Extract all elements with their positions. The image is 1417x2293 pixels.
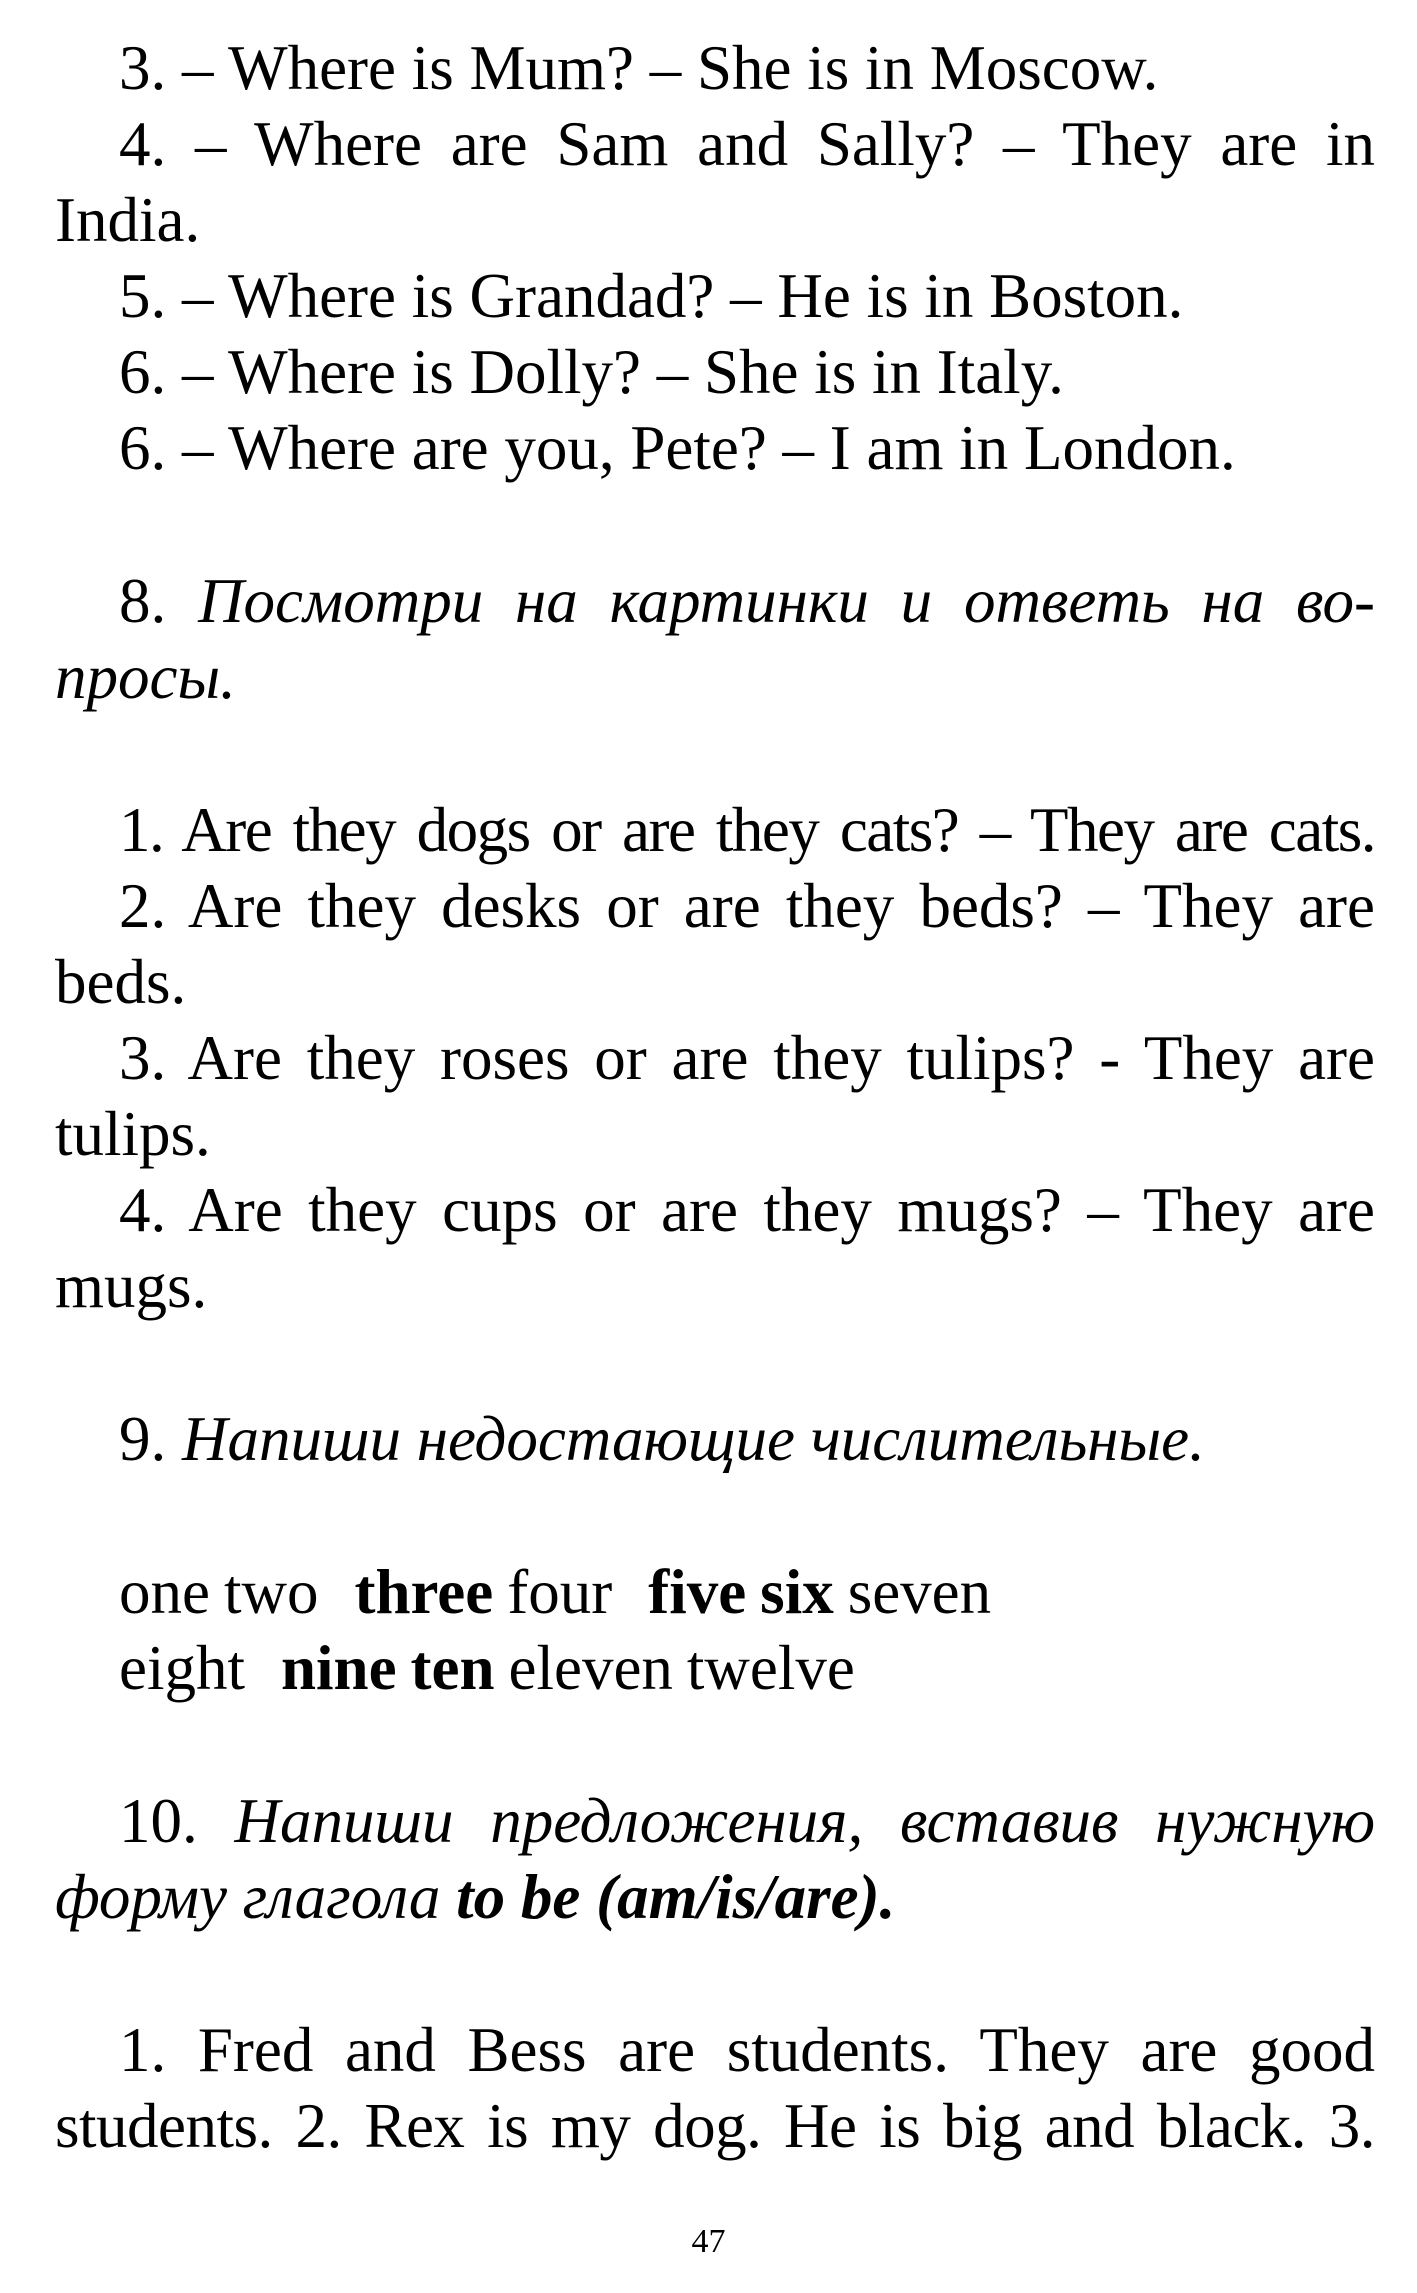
numerals-row: [55, 1554, 1375, 1630]
answer-line: 2. Are they desks or are they beds? – They are: [119, 871, 1375, 941]
task-number: 8.: [119, 566, 167, 636]
task-instruction: [55, 1783, 1375, 1859]
answer-line: 3. – Where is Mum? – She is in Moscow.: [119, 33, 1159, 103]
task-8-heading: [55, 563, 1375, 715]
task-8-answers: [55, 792, 1375, 1324]
answer-line: 4. Are they cups or are they mugs? – They are: [119, 1175, 1375, 1245]
numeral-word-filled: three: [354, 1557, 494, 1627]
task-instruction-text: Посмотри на картинки и ответь на во-: [198, 566, 1375, 636]
numeral-word: two: [223, 1557, 319, 1627]
answer-line: 6. – Where is Dolly? – She is in Italy.: [119, 337, 1064, 407]
answer-line: 1. Are they dogs or are they cats? – They are cats.: [119, 795, 1375, 865]
answer-line: 3. Are they roses or are they tulips? - They are: [119, 1023, 1375, 1093]
numeral-word: seven: [847, 1557, 992, 1627]
continuation-answers: [55, 30, 1375, 486]
numeral-word: eight: [119, 1633, 245, 1703]
task-number: 10.: [119, 1786, 198, 1856]
task-instruction-bold: to be (am/is/are).: [456, 1862, 896, 1932]
numeral-word-filled: ten: [410, 1633, 495, 1703]
task-9-heading: [55, 1401, 1375, 1477]
task-instruction-text: Напиши недостающие числительные.: [182, 1404, 1205, 1474]
page-number: 47: [691, 2223, 726, 2260]
numeral-word: one: [119, 1557, 210, 1627]
numeral-word: eleven: [508, 1633, 673, 1703]
task-instruction: [55, 1859, 1375, 1935]
answer-line: tulips.: [55, 1099, 211, 1169]
answer-line: 6. – Where are you, Pete? – I am in London.: [119, 413, 1236, 483]
page-content: [55, 30, 1375, 2164]
task-instruction-text: просы.: [55, 642, 236, 712]
task-10-answers: [55, 2012, 1375, 2164]
answer-line: 5. – Where is Grandad? – He is in Boston.: [119, 261, 1184, 331]
answer-line: India.: [55, 185, 201, 255]
answer-line: 1. Fred and Bess are students. They are good: [119, 2015, 1375, 2085]
numerals-row: [55, 1630, 1375, 1706]
numeral-word-filled: six: [760, 1557, 834, 1627]
task-instruction-text: форму глагола: [55, 1862, 441, 1932]
task-9-numerals: [55, 1554, 1375, 1706]
answer-line: beds.: [55, 947, 187, 1017]
task-10-heading: [55, 1783, 1375, 1935]
task-instruction: [55, 563, 1375, 639]
answer-line: 4. – Where are Sam and Sally? – They are in: [119, 109, 1375, 179]
numeral-word: twelve: [686, 1633, 855, 1703]
answer-line: mugs.: [55, 1251, 208, 1321]
task-number: 9.: [119, 1404, 167, 1474]
answer-line: students. 2. Rex is my dog. He is big and black. 3.: [55, 2091, 1375, 2161]
numeral-word: four: [507, 1557, 613, 1627]
task-instruction-text: Напиши предложения, вставив нужную: [234, 1786, 1375, 1856]
numeral-word-filled: five: [648, 1557, 747, 1627]
numeral-word-filled: nine: [280, 1633, 397, 1703]
